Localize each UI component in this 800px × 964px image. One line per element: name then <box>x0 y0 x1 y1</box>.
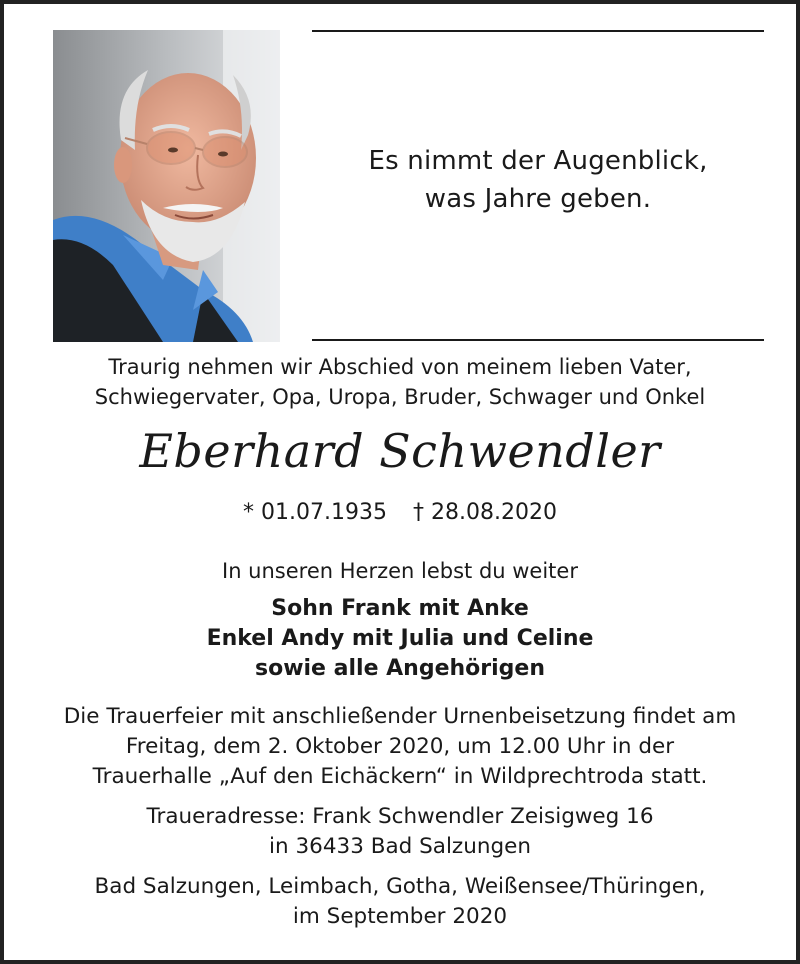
ceremony-line-2: Freitag, dem 2. Oktober 2020, um 12.00 Uhr in der <box>125 734 675 759</box>
portrait-photo <box>53 30 280 342</box>
place-line-2: im September 2020 <box>292 904 508 929</box>
family-line-1: Sohn Frank mit Anke <box>271 596 529 621</box>
family-line-2: Enkel Andy mit Julia und Celine <box>206 626 594 651</box>
top-rule <box>312 30 764 32</box>
place-and-date <box>20 872 780 932</box>
quote-line-1: Es nimmt der Augenblick, <box>368 146 708 176</box>
death-date: † 28.08.2020 <box>413 500 557 525</box>
address-line-1: Traueradresse: Frank Schwendler Zeisigweg 16 <box>146 804 654 829</box>
address-line-2: in 36433 Bad Salzungen <box>269 834 531 859</box>
ceremony-info <box>20 702 780 792</box>
intro-line-1: Traurig nehmen wir Abschied von meinem lieben Vater, <box>108 355 692 379</box>
family-line-3: sowie alle Angehörigen <box>254 656 546 681</box>
intro-line-2: Schwiegervater, Opa, Uropa, Bruder, Schwager und Onkel <box>94 385 706 409</box>
quote-line-2: was Jahre geben. <box>424 184 652 214</box>
ceremony-line-1: Die Trauerfeier mit anschließender Urnenbeisetzung findet am <box>63 704 737 729</box>
mourning-address <box>20 802 780 862</box>
birth-date: * 01.07.1935 <box>243 500 387 525</box>
place-line-1: Bad Salzungen, Leimbach, Gotha, Weißensee/Thüringen, <box>94 874 706 899</box>
life-dates <box>20 497 780 529</box>
family-mourners <box>20 594 780 684</box>
bottom-rule <box>312 339 764 341</box>
intro-text <box>20 352 780 412</box>
deceased-name: Eberhard Schwendler <box>139 424 661 478</box>
ceremony-line-3: Trauerhalle „Auf den Eichäckern“ in Wildprechtroda statt. <box>92 764 708 789</box>
quote <box>312 142 764 218</box>
remembrance-line: In unseren Herzen lebst du weiter <box>222 559 578 583</box>
